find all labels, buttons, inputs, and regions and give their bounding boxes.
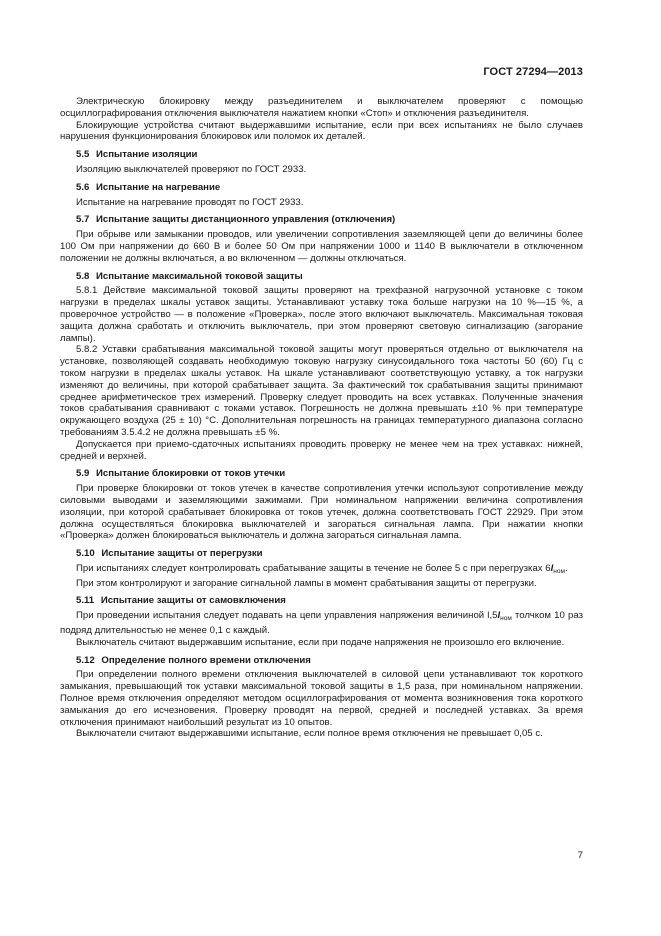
- section-title-text: Испытание защиты дистанционного управления (отключения): [96, 214, 396, 226]
- section-5-6-title: [60, 182, 583, 194]
- section-title-text: Испытание на нагревание: [96, 181, 221, 193]
- section-5-11-paragraph-1: [60, 610, 583, 637]
- section-number: 5.12: [76, 654, 95, 666]
- section-number: 5.11: [76, 595, 95, 607]
- page-content: [60, 96, 583, 740]
- section-number: 5.8: [76, 270, 90, 282]
- section-number: 5.5: [76, 149, 90, 161]
- current-subscript: ном: [500, 615, 512, 623]
- section-5-7-paragraph: При обрыве или замыкании проводов, или увеличении сопротивления заземляющей цепи до величины более 100 Ом при напряжении до 660 В и более 50 Ом при напряжении 1000 и 1140 В выключатели в отключенном положении не должны включаться, а во включенном — должны отключаться.: [60, 229, 583, 264]
- section-5-7-title: [60, 214, 583, 226]
- section-5-10-title: [60, 548, 583, 560]
- section-number: 5.10: [76, 548, 95, 560]
- page-number: 7: [577, 850, 583, 861]
- section-5-8-note-paragraph: Допускается при приемо-сдаточных испытаниях проводить проверку не менее чем на трех уставках: нижней, средней и верхней.: [60, 438, 583, 462]
- paragraph-text-end: .: [564, 562, 568, 574]
- section-5-5-paragraph: Изоляцию выключателей проверяют по ГОСТ 2933.: [76, 163, 307, 175]
- section-5-12-title: [60, 655, 583, 667]
- section-5-12-paragraph-2: Выключатели считают выдержавшими испытание, если полное время отключения не превышает 0,05 с.: [76, 728, 543, 740]
- intro-paragraph-2: Блокирующие устройства считают выдержавшими испытание, если при всех испытаниях не было случаев нарушения функционирования блокировок или поломок их деталей.: [60, 119, 583, 143]
- section-5-8-2-paragraph: 5.8.2 Уставки срабатывания максимальной токовой защиты могут проверяться отдельно от выключателя на установке, позволяющей создавать необходимую токовую нагрузку синусоидального тока частоты 50 (60) Гц с током нагрузки в пределах шкалы уставок. На шкале устанавливают соответствующую уставку, а ток нагрузки изменяют до величины, при которой срабатывает защита. За фактический ток срабатывания защиты принимают среднее арифметическое трех измерений. Проверку следует проводить на всех уставках. Полученные значения токов срабатывания сравнивают с токами уставок. Погрешность не должна превышать ±10 % при температуре окружающего воздуха (25 ± 10) °С. Дополнительная погрешность на границах температурного диапазона согласно требованиям 3.5.4.2 не должна превышать ±5 %.: [60, 344, 583, 438]
- section-5-8-1-paragraph: 5.8.1 Действие максимальной токовой защиты проверяют на трехфазной нагрузочной установке с током нагрузки в пределах шкалы уставок защиты. Устанавливают уставку тока больше нагрузки на 10 %—15 %, а проверочное устройство — в положение «Проверка», после этого включают выключатель. Максимальная токовая защита должна сработать и отключить выключатель, при этом проверяют световую сигнализацию (загорание лампы).: [60, 285, 583, 344]
- section-5-10-paragraph-2: При этом контролируют и загорание сигнальной лампы в момент срабатывания защиты от перегрузки.: [76, 577, 537, 589]
- section-5-11-paragraph-2: Выключатель считают выдержавшим испытание, если при подаче напряжения не произошло его включение.: [76, 636, 565, 648]
- current-subscript: ном: [553, 567, 565, 575]
- section-title-text: Испытание защиты от самовключения: [100, 595, 286, 607]
- paragraph-text: При проведении испытания следует подавать на цепи управления напряжения величиной l,5: [76, 610, 498, 622]
- section-5-5-title: [60, 149, 583, 161]
- section-5-12-paragraph-1: При определении полного времени отключения выключателей в силовой цепи устанавливают ток короткого замыкания, превышающий ток уставки максимальной токовой защиты в 1,5 раза, при номинальном напряжении. Полное время отключения определяют методом осциллографирования от момента возникновения тока короткого замыкания до его исчезновения. Проверку проводят на первой, средней и последней уставках. За время отключения принимают наибольший результат из 10 опытов.: [60, 669, 583, 728]
- section-title-text: Определение полного времени отключения: [101, 654, 311, 666]
- current-symbol: I: [550, 562, 554, 574]
- section-title-text: Испытание защиты от перегрузки: [101, 548, 263, 560]
- section-5-10-paragraph-1: [60, 563, 583, 578]
- section-5-9-paragraph: При проверке блокировки от токов утечек в качестве сопротивления утечки используют сопротивление между силовыми выводами и заземляющими зажимами. При номинальном напряжении величина сопротивления изоляции, при которой срабатывает блокировка от токов утечек, должна соответствовать ГОСТ 22929. При этом должна осуществляться блокировка выключателей и загораться сигнальная лампа. При нажатии кнопки «Проверка» должен блокироваться выключатель и должна загораться сигнальная лампа.: [60, 483, 583, 542]
- section-title-text: Испытание блокировки от токов утечки: [96, 468, 286, 480]
- section-5-8-title: [60, 271, 583, 283]
- section-title-text: Испытание максимальной токовой защиты: [96, 270, 303, 282]
- section-title-text: Испытание изоляции: [96, 149, 198, 161]
- section-5-6-paragraph: Испытание на нагревание проводят по ГОСТ 2933.: [76, 196, 304, 208]
- document-code: ГОСТ 27294—2013: [483, 66, 583, 78]
- paragraph-text-end: толчком 10 раз подряд длительностью не менее 0,1 с каждый.: [60, 610, 583, 637]
- section-number: 5.7: [76, 214, 90, 226]
- paragraph-text: При испытаниях следует контролировать срабатывание защиты в течение не более 5 с при перегрузках 6: [76, 562, 551, 574]
- section-5-11-title: [60, 595, 583, 607]
- section-number: 5.9: [76, 468, 90, 480]
- intro-paragraph-1: Электрическую блокировку между разъединителем и выключателем проверяют с помощью осциллографирования отключения выключателя нажатием кнопки «Стоп» и отключения разъединителя.: [60, 96, 583, 119]
- section-number: 5.6: [76, 181, 90, 193]
- current-symbol: I: [497, 610, 501, 622]
- section-5-9-title: [60, 468, 583, 480]
